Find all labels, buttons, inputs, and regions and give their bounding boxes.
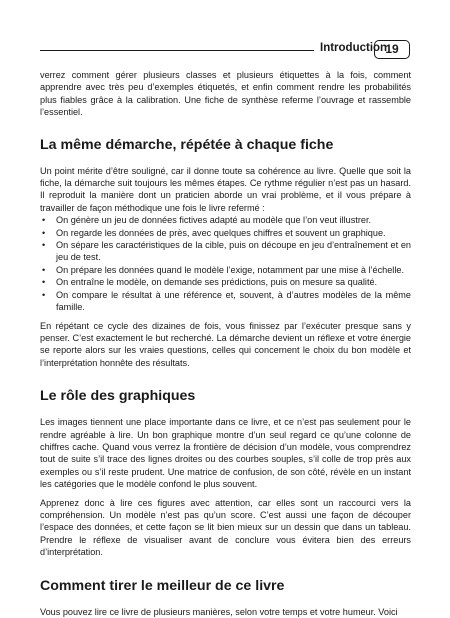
bullet-icon: • — [42, 277, 46, 288]
list-item-text: On entraîne le modèle, on demande ses prédictions, puis on mesure sa qualité. — [56, 277, 378, 288]
list-item — [40, 214, 411, 226]
list-item-text: On génère un jeu de données fictives adapté au modèle que l’on veut illustrer. — [56, 215, 372, 226]
bullet-icon: • — [42, 289, 46, 300]
intro-paragraph: verrez comment gérer plusieurs classes et plusieurs étiquettes à la fois, comment apprendre avec très peu d’exemples étiquetés, et enfin comment rendre les probabilités plus fiables grâce à la calibration. Une fiche de synthèse referme l’ouvrage et rassemble l’essentiel. — [40, 70, 411, 118]
page-content — [40, 69, 411, 618]
steps-list — [40, 214, 411, 313]
list-item-text: On sépare les caractéristiques de la cible, puis on découpe en jeu d’entraînement et en jeu de test. — [56, 240, 411, 263]
list-item — [40, 264, 411, 276]
section-heading-demarche: La même démarche, répétée à chaque fiche — [40, 136, 334, 153]
list-item — [40, 227, 411, 239]
chapter-title: Introduction — [320, 42, 388, 54]
graphiques-paragraph-2: Apprenez donc à lire ces figures avec attention, car elles sont un raccourci vers la compréhension. Un modèle n’est pas qu’un score. C’est aussi une façon de découper l’espace des données, et cette façon se lit bien mieux sur un dessin que dans un tableau. Prendre le réflexe de visualiser avant de conclure vous évitera bien des erreurs d’interprétation. — [40, 497, 411, 558]
section-heading-graphiques: Le rôle des graphiques — [40, 388, 196, 405]
demarche-paragraph: Un point mérite d’être souligné, car il donne toute sa cohérence au livre. Quelle que soit la fiche, la démarche suit toujours les mêmes étapes. Ce rythme régulier n’est pas un hasard. Il reproduit la manière dont un praticien aborde un vrai problème, et il vous prépare à travailler de façon méthodique une fois le livre refermé : — [40, 165, 411, 213]
page-number: 19 — [374, 40, 410, 59]
header-rule — [40, 50, 314, 51]
list-item — [40, 239, 411, 264]
bullet-icon: • — [42, 215, 46, 226]
running-header — [40, 40, 411, 60]
list-item-text: On regarde les données de près, avec quelques chiffres et souvent un graphique. — [56, 227, 386, 238]
bullet-icon: • — [42, 227, 46, 238]
bullet-icon: • — [42, 264, 46, 275]
list-item-text: On prépare les données quand le modèle l’exige, notamment par une mise à l’échelle. — [56, 264, 404, 275]
list-item — [40, 289, 411, 314]
meilleur-paragraph: Vous pouvez lire ce livre de plusieurs manières, selon votre temps et votre humeur. Voici — [40, 606, 398, 617]
bullet-icon: • — [42, 240, 46, 251]
list-item — [40, 276, 411, 288]
list-item-text: On compare le résultat à une référence et, souvent, à d’autres modèles de la même famille. — [56, 289, 411, 313]
graphiques-paragraph-1: Les images tiennent une place importante dans ce livre, et ce n’est pas seulement pour le rendre agréable à lire. Un bon graphique montre d’un seul regard ce qu’une colonne de chiffres cache. Quand vous verrez la frontière de décision d’un modèle, vous comprendrez tout de suite s’il trace des lignes droites ou des courbes souples, s’il colle de trop près aux exemples ou s’il reste prudent. Une matrice de confusion, de son côté, révèle en un instant les catégories que le modèle confond le plus souvent. — [40, 417, 411, 490]
section-heading-meilleur: Comment tirer le meilleur de ce livre — [40, 577, 285, 594]
repetition-paragraph: En répétant ce cycle des dizaines de fois, vous finissez par l’exécuter presque sans y penser. C’est exactement le but recherché. La démarche devient un réflexe et votre énergie se reporte alors sur les vraies questions, celles qui concernent le choix du bon modèle et l’interprétation honnête des résultats. — [40, 320, 411, 368]
